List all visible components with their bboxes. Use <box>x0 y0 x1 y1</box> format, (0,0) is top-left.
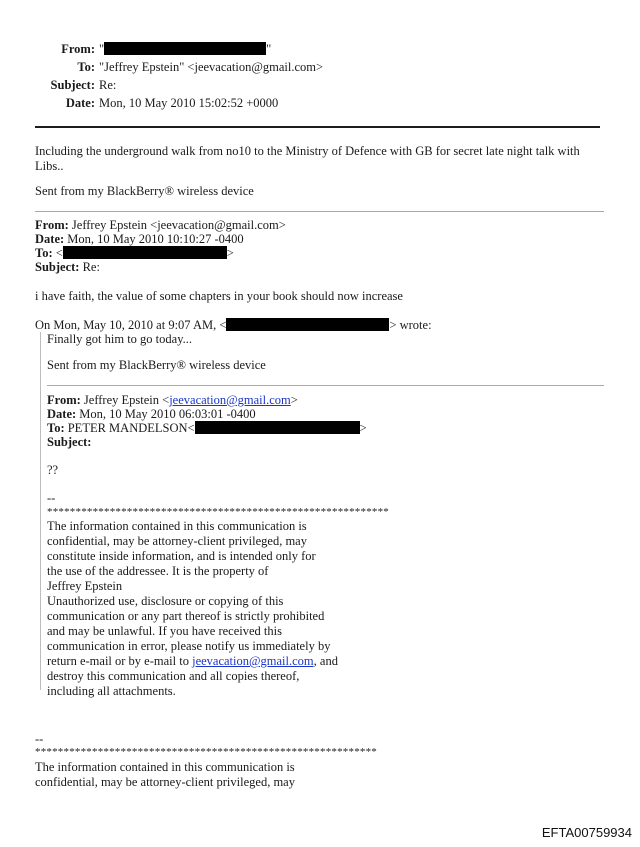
message-divider <box>35 211 604 212</box>
message-2-subject-value: Re: <box>82 260 100 274</box>
header-date-label: Date: <box>65 96 95 110</box>
outer-disclaimer-line: The information contained in this communication is <box>35 760 295 774</box>
redaction-box <box>195 421 360 434</box>
inner-subject-label: Subject: <box>47 435 92 449</box>
quote-close: " <box>266 42 272 56</box>
quote-border <box>40 332 41 690</box>
message-2-body: i have faith, the value of some chapters in your book should now increase <box>35 289 403 303</box>
outer-sig-dashes: -- <box>35 732 44 746</box>
disclaimer-line: The information contained in this communication is <box>47 519 307 533</box>
header-divider <box>35 126 600 128</box>
quoted-divider <box>47 385 604 386</box>
header-date-row <box>0 94 278 112</box>
message-2-to-close: > <box>226 246 234 260</box>
message-2-date <box>35 232 244 247</box>
disclaimer-line: communication in error, please notify us immediately by <box>47 639 331 653</box>
message-2-to <box>35 246 234 261</box>
header-from-label: From: <box>61 42 95 56</box>
inner-from-label: From: <box>47 393 81 407</box>
message-2-from-value: Jeffrey Epstein <jeevacation@gmail.com> <box>71 218 286 232</box>
inner-to-label: To: <box>47 421 65 435</box>
header-to-value: "Jeffrey Epstein" <jeevacation@gmail.com> <box>99 60 324 74</box>
header-subject-row <box>0 76 116 94</box>
quote-attribution-prefix: On Mon, May 10, 2010 at 9:07 AM, < <box>35 318 227 332</box>
inner-to-close: > <box>359 421 367 435</box>
header-from-row <box>0 40 271 58</box>
redaction-box <box>226 318 389 331</box>
quoted-body: Finally got him to go today... <box>47 332 193 346</box>
disclaimer-line: communication or any part thereof is strictly prohibited <box>47 609 325 623</box>
outer-disclaimer-line: confidential, may be attorney-client privileged, may <box>35 775 295 789</box>
header-to-row <box>0 58 323 76</box>
quoted-signature: Sent from my BlackBerry® wireless device <box>47 358 266 372</box>
message-2-date-value: Mon, 10 May 2010 10:10:27 -0400 <box>67 232 244 246</box>
quote-attribution <box>35 318 432 333</box>
inner-date-value: Mon, 10 May 2010 06:03:01 -0400 <box>79 407 256 421</box>
inner-disclaimer <box>47 519 338 699</box>
message-2-from <box>35 218 286 233</box>
disclaimer-return-suffix: , and <box>313 654 338 668</box>
outer-sig-stars: ************************************************************ <box>35 746 377 758</box>
message-2-from-label: From: <box>35 218 69 232</box>
disclaimer-line: Unauthorized use, disclosure or copying of this <box>47 594 284 608</box>
disclaimer-email-link[interactable]: jeevacation@gmail.com <box>192 654 314 668</box>
disclaimer-line: constitute inside information, and is intended only for <box>47 549 316 563</box>
redaction-box <box>63 246 227 259</box>
disclaimer-return-line <box>47 654 338 669</box>
inner-from-close: > <box>290 393 298 407</box>
message-2-to-label: To: <box>35 246 53 260</box>
disclaimer-return-prefix: return e-mail or by e-mail to <box>47 654 193 668</box>
inner-from-name: Jeffrey Epstein < <box>83 393 170 407</box>
inner-from <box>47 393 298 408</box>
inner-date <box>47 407 256 422</box>
inner-to-value: PETER MANDELSON< <box>67 421 195 435</box>
inner-date-label: Date: <box>47 407 77 421</box>
message-2-subject <box>35 260 100 275</box>
header-to-label: To: <box>77 60 95 74</box>
disclaimer-line: confidential, may be attorney-client privileged, may <box>47 534 307 548</box>
inner-sig-stars: ************************************************************ <box>47 506 389 518</box>
header-subject-label: Subject: <box>50 78 95 92</box>
document-id: EFTA00759934 <box>541 825 632 840</box>
message-2-subject-label: Subject: <box>35 260 80 274</box>
message-2-date-label: Date: <box>35 232 65 246</box>
header-from-value <box>99 42 271 56</box>
message-1-body-line-2: Libs.. <box>35 159 64 173</box>
disclaimer-line: destroy this communication and all copies thereof, <box>47 669 300 683</box>
disclaimer-line: Jeffrey Epstein <box>47 579 123 593</box>
disclaimer-line: the use of the addressee. It is the property of <box>47 564 269 578</box>
quote-open: " <box>99 42 105 56</box>
redaction-box <box>104 42 266 55</box>
message-1-body-line-1: Including the underground walk from no10 to the Ministry of Defence with GB for secret late night talk with <box>35 144 580 158</box>
inner-from-email-link[interactable]: jeevacation@gmail.com <box>169 393 291 407</box>
message-2-to-open: < <box>55 246 63 260</box>
header-date-value: Mon, 10 May 2010 15:02:52 +0000 <box>99 96 279 110</box>
message-1-signature: Sent from my BlackBerry® wireless device <box>35 184 254 198</box>
disclaimer-line: including all attachments. <box>47 684 176 698</box>
inner-to <box>47 421 367 436</box>
disclaimer-line: and may be unlawful. If you have received this <box>47 624 282 638</box>
inner-body: ?? <box>47 463 59 477</box>
quote-attribution-suffix: > wrote: <box>389 318 432 332</box>
header-subject-value: Re: <box>99 78 117 92</box>
inner-sig-dashes: -- <box>47 491 56 505</box>
